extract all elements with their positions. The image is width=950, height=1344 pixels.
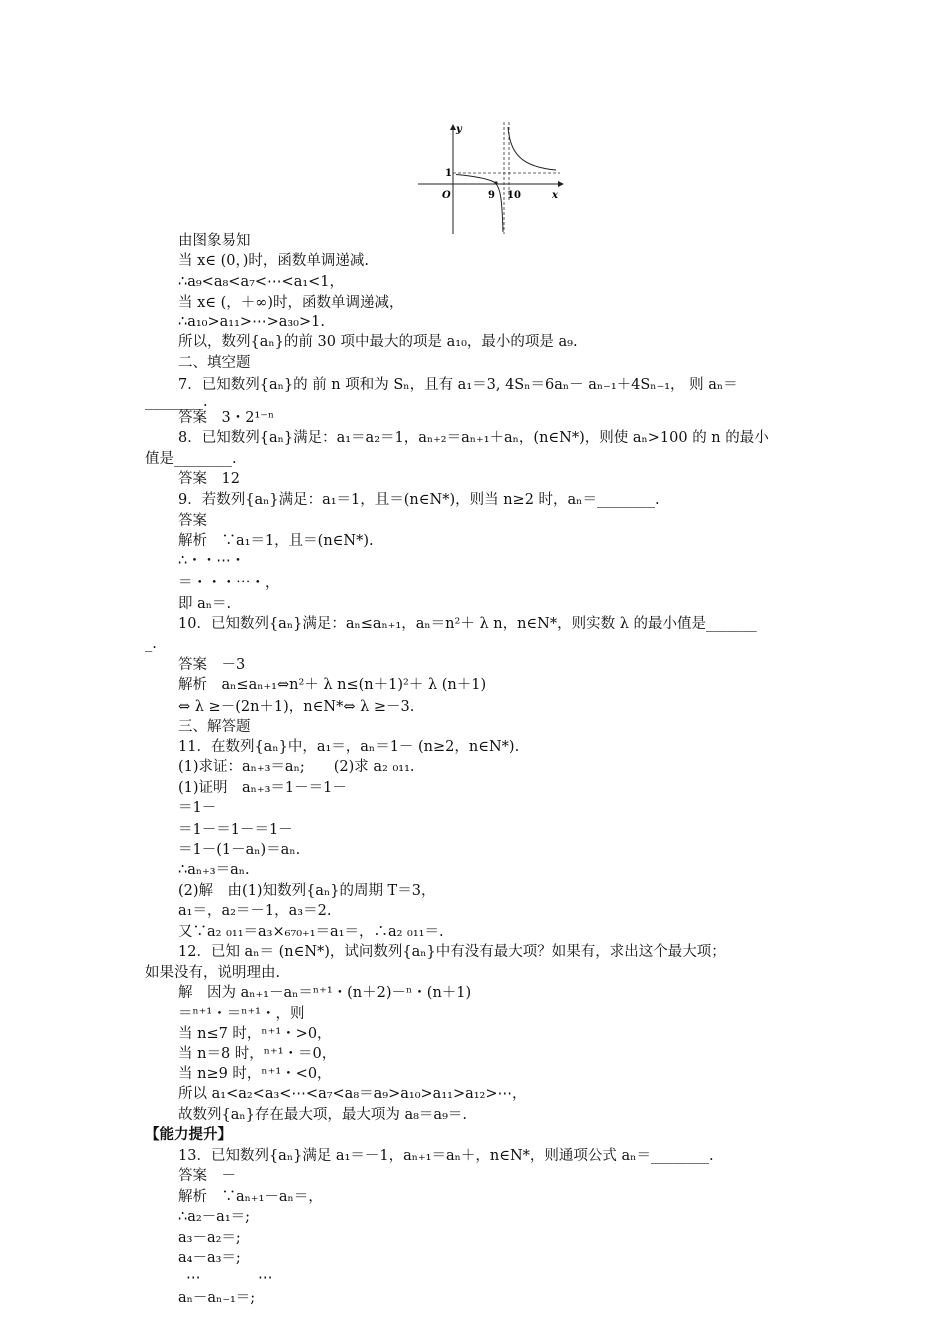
text-line: 答案 12: [178, 471, 240, 487]
ellipsis-right: ⋯: [258, 1270, 273, 1286]
text-line: 9．若数列{aₙ}满足：a₁＝1，且＝(n∈N*)，则当 n≥2 时，aₙ＝________.: [178, 492, 660, 508]
text-line: 答案 －3: [178, 657, 246, 673]
section-heading: 二、填空题: [178, 355, 251, 371]
text-line: ＝1－(1－aₙ)＝aₙ.: [178, 842, 301, 858]
text-line: 即 aₙ＝.: [178, 596, 232, 612]
text-line: a₃－a₂＝;: [178, 1230, 241, 1246]
text-line: 又∵a₂ ₀₁₁＝a₃×₆₇₀₊₁＝a₁＝，∴a₂ ₀₁₁＝.: [178, 924, 444, 940]
text-line: 13．已知数列{aₙ}满足 a₁＝－1，aₙ₊₁＝aₙ＋，n∈N*，则通项公式 aₙ＝________.: [178, 1148, 714, 1164]
x-axis-arrow: [558, 181, 564, 187]
text-line: 当 n＝8 时，ⁿ⁺¹・＝0，: [178, 1046, 337, 1062]
section-heading: 三、解答题: [178, 719, 251, 735]
text-line: 解析 aₙ≤aₙ₊₁⇔n²＋ λ n≤(n＋1)²＋ λ (n＋1): [178, 677, 487, 693]
tick-label-9: 9: [488, 190, 495, 201]
text-line: a₄－a₃＝;: [178, 1250, 241, 1266]
tick-label-10: 10: [507, 190, 521, 201]
ellipsis-left: ⋯: [186, 1270, 201, 1286]
text-line: ＝1－＝1－＝1－: [178, 822, 293, 838]
text-line: ＝・・・⋯・，: [178, 575, 280, 591]
text-line: ＝ⁿ⁺¹・＝ⁿ⁺¹・，则: [178, 1006, 305, 1022]
text-line: 所以 a₁<a₂<a₃<⋯<a₇<a₈＝a₉>a₁₀>a₁₁>a₁₂>⋯，: [178, 1086, 527, 1102]
text-line: ∴aₙ₊₃＝aₙ.: [178, 862, 250, 878]
text-line: 11．在数列{aₙ}中，a₁＝，aₙ＝1－ (n≥2，n∈N*).: [178, 739, 520, 755]
text-line: 如果没有，说明理由.: [145, 965, 281, 981]
function-graph: [418, 122, 566, 234]
text-line: 解析 ∵a₁＝1，且＝(n∈N*).: [178, 533, 374, 549]
answer-blank: ________.: [145, 394, 208, 410]
text-line: a₁＝，a₂＝－1，a₃＝2.: [178, 903, 332, 919]
text-line: 答案: [178, 513, 207, 529]
text-line: 当 n≥9 时，ⁿ⁺¹・<0，: [178, 1066, 332, 1082]
text-line: ∴a₁₀>a₁₁>⋯>a₃₀>1.: [178, 314, 325, 330]
text-line: (2)解 由(1)知数列{aₙ}的周期 T＝3，: [178, 883, 436, 899]
text-line: 值是________.: [145, 451, 237, 467]
text-line: (1)求证：aₙ₊₃＝aₙ; (2)求 a₂ ₀₁₁.: [178, 759, 415, 775]
text-line: aₙ－aₙ₋₁＝;: [178, 1290, 256, 1306]
text-line: ∴a₉<a₈<a₇<⋯<a₁<1，: [178, 274, 345, 290]
text-line: ＝1－: [178, 800, 217, 816]
y-axis-label: y: [456, 124, 462, 135]
text-line: ∴・・⋯・: [178, 553, 246, 569]
text-line: 当 x∈ (，＋∞)时，函数单调递减，: [178, 295, 404, 311]
text-line: 故数列{aₙ}存在最大项，最大项为 a₈＝a₉＝.: [178, 1107, 468, 1123]
section-heading: 【能力提升】: [145, 1126, 232, 1143]
text-line: 答案 －: [178, 1168, 236, 1184]
text-line: ⇔ λ ≥－(2n＋1)，n∈N*⇔ λ ≥－3.: [178, 699, 415, 715]
text-line: 10．已知数列{aₙ}满足：aₙ≤aₙ₊₁，aₙ＝n²＋ λ n，n∈N*，则实数 λ 的最小值是_______: [178, 616, 757, 632]
tick-label-1: 1: [445, 168, 452, 179]
text-line: 所以，数列{aₙ}的前 30 项中最大的项是 a₁₀，最小的项是 a₉.: [178, 334, 578, 350]
text-line: 当 x∈ (0，)时，函数单调递减.: [178, 253, 370, 269]
text-line: _.: [145, 636, 157, 652]
curve-right-branch: [508, 127, 556, 170]
text-line: (1)证明 aₙ₊₃＝1－＝1－: [178, 780, 347, 796]
text-line: 12．已知 aₙ＝ (n∈N*)，试问数列{aₙ}中有没有最大项？如果有，求出这个最大项；: [178, 944, 726, 960]
text-line: 8．已知数列{aₙ}满足：a₁＝a₂＝1，aₙ₊₂＝aₙ₊₁＋aₙ，(n∈N*)，则使 aₙ>100 的 n 的最小: [178, 430, 769, 446]
text-line: 7．已知数列{aₙ}的 前 n 项和为 Sₙ，且有 a₁＝3, 4Sₙ＝6aₙ－ aₙ₋₁＋4Sₙ₋₁， 则 aₙ＝: [178, 377, 738, 393]
x-axis-label: x: [552, 190, 558, 201]
text-line: 解 因为 aₙ₊₁－aₙ＝ⁿ⁺¹・(n＋2)－ⁿ・(n＋1): [178, 985, 472, 1001]
text-line: ∴a₂－a₁＝;: [178, 1209, 251, 1225]
text-line: 答案 3・2¹⁻ⁿ: [178, 410, 275, 426]
text-line: 由图象易知: [178, 233, 251, 249]
text-line: 解析 ∵aₙ₊₁－aₙ＝，: [178, 1189, 323, 1205]
text-line: 当 n≤7 时，ⁿ⁺¹・>0，: [178, 1026, 332, 1042]
point-9: [494, 181, 497, 184]
origin-label: O: [442, 190, 451, 201]
